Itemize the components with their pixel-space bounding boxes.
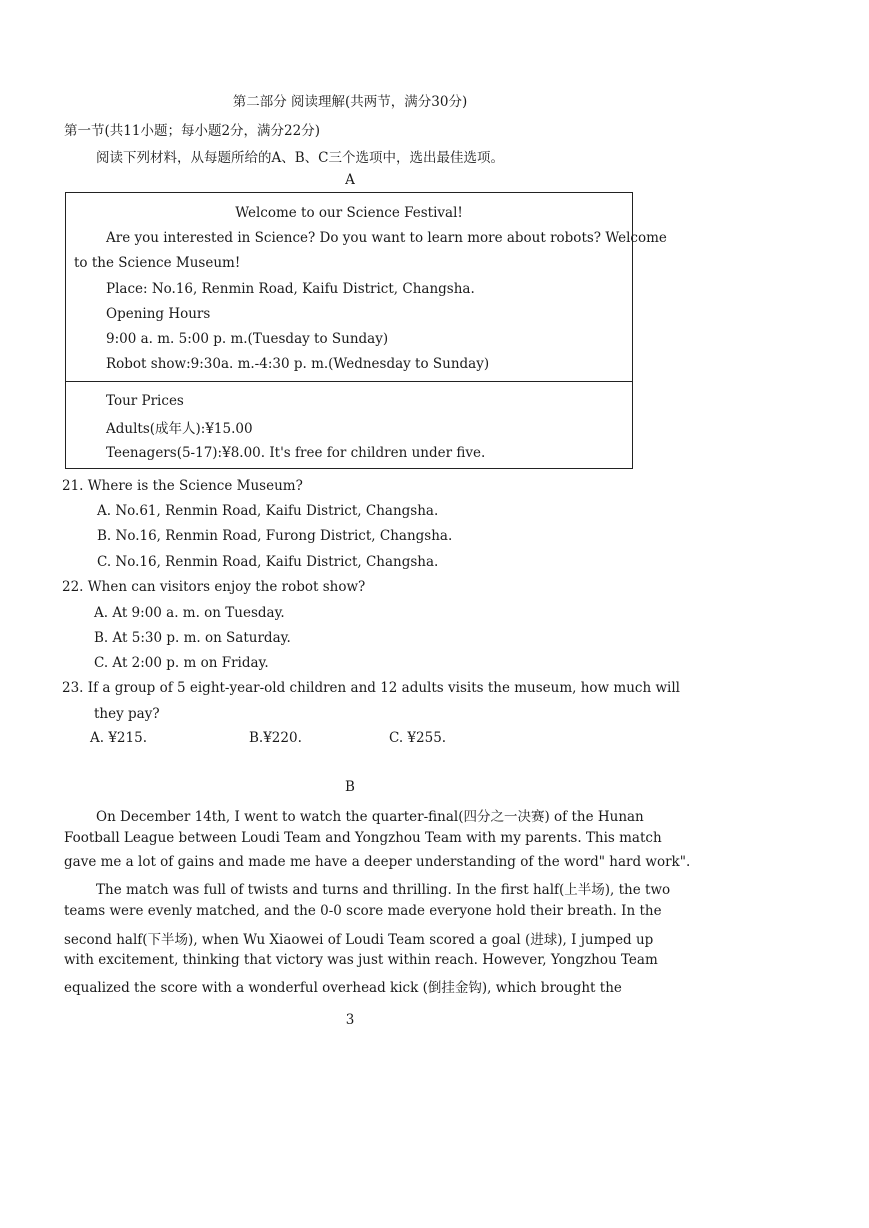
- question-22-stem: 22. When can visitors enjoy the robot show?: [62, 579, 366, 595]
- page-number: 3: [345, 1012, 355, 1028]
- part-title: 第二部分 阅读理解(共两节，满分30分): [232, 94, 468, 110]
- science-festival-notice: [65, 192, 667, 469]
- passage-a-label: A: [345, 172, 355, 188]
- opening-hours: 9:00 a. m. 5:00 p. m.(Tuesday to Sunday): [106, 331, 389, 347]
- passage-b-line: Football League between Loudi Team and Yongzhou Team with my parents. This match: [64, 830, 662, 846]
- passage-b-line: second half(下半场), when Wu Xiaowei of Loudi Team scored a goal (进球), I jumped up: [64, 932, 654, 948]
- passage-b-line: gave me a lot of gains and made me have a deeper understanding of the word" hard work".: [64, 854, 691, 870]
- passage-b-line: The match was full of twists and turns and thrilling. In the first half(上半场), the two: [96, 882, 671, 898]
- instruction: 阅读下列材料，从每题所给的A、B、C三个选项中，选出最佳选项。: [96, 150, 504, 166]
- passage-b-line: teams were evenly matched, and the 0-0 score made everyone hold their breath. In the: [64, 903, 662, 919]
- question-22-option-c: C. At 2:00 p. m on Friday.: [94, 655, 269, 671]
- question-21-stem: 21. Where is the Science Museum?: [62, 478, 303, 494]
- notice-heading: Welcome to our Science Festival!: [235, 205, 463, 221]
- opening-hours-title: Opening Hours: [106, 306, 211, 322]
- passage-b-line: On December 14th, I went to watch the quarter-final(四分之一决赛) of the Hunan: [96, 809, 644, 825]
- question-23-stem-line-2: they pay?: [94, 706, 160, 722]
- question-21-option-b: B. No.16, Renmin Road, Furong District, Changsha.: [97, 528, 453, 544]
- notice-intro-line-1: Are you interested in Science? Do you want to learn more about robots? Welcome: [106, 230, 667, 246]
- teenager-price: Teenagers(5-17):¥8.00. It's free for children under five.: [106, 445, 486, 461]
- question-23-option-a: A. ¥215.: [90, 730, 147, 746]
- question-22-option-a: A. At 9:00 a. m. on Tuesday.: [94, 605, 285, 621]
- question-21-option-c: C. No.16, Renmin Road, Kaifu District, Changsha.: [97, 554, 439, 570]
- notice-place: Place: No.16, Renmin Road, Kaifu District, Changsha.: [106, 281, 475, 297]
- question-21-option-a: A. No.61, Renmin Road, Kaifu District, Changsha.: [97, 503, 439, 519]
- question-23-option-b: B.¥220.: [249, 730, 302, 746]
- tour-prices-title: Tour Prices: [106, 393, 184, 409]
- question-23-stem-line-1: 23. If a group of 5 eight-year-old children and 12 adults visits the museum, how much will: [62, 680, 680, 696]
- section-heading: 第一节(共11小题；每小题2分，满分22分): [64, 123, 320, 139]
- question-22-option-b: B. At 5:30 p. m. on Saturday.: [94, 630, 291, 646]
- passage-b-label: B: [345, 779, 355, 795]
- notice-divider: [66, 381, 632, 382]
- robot-show-hours: Robot show:9:30a. m.-4:30 p. m.(Wednesday to Sunday): [106, 356, 490, 372]
- adult-price: Adults(成年人):¥15.00: [106, 421, 253, 437]
- passage-b-line: with excitement, thinking that victory was just within reach. However, Yongzhou Team: [64, 952, 658, 968]
- question-23-option-c: C. ¥255.: [389, 730, 447, 746]
- notice-intro-line-2: to the Science Museum!: [74, 255, 241, 271]
- passage-b-line: equalized the score with a wonderful overhead kick (倒挂金钩), which brought the: [64, 980, 622, 996]
